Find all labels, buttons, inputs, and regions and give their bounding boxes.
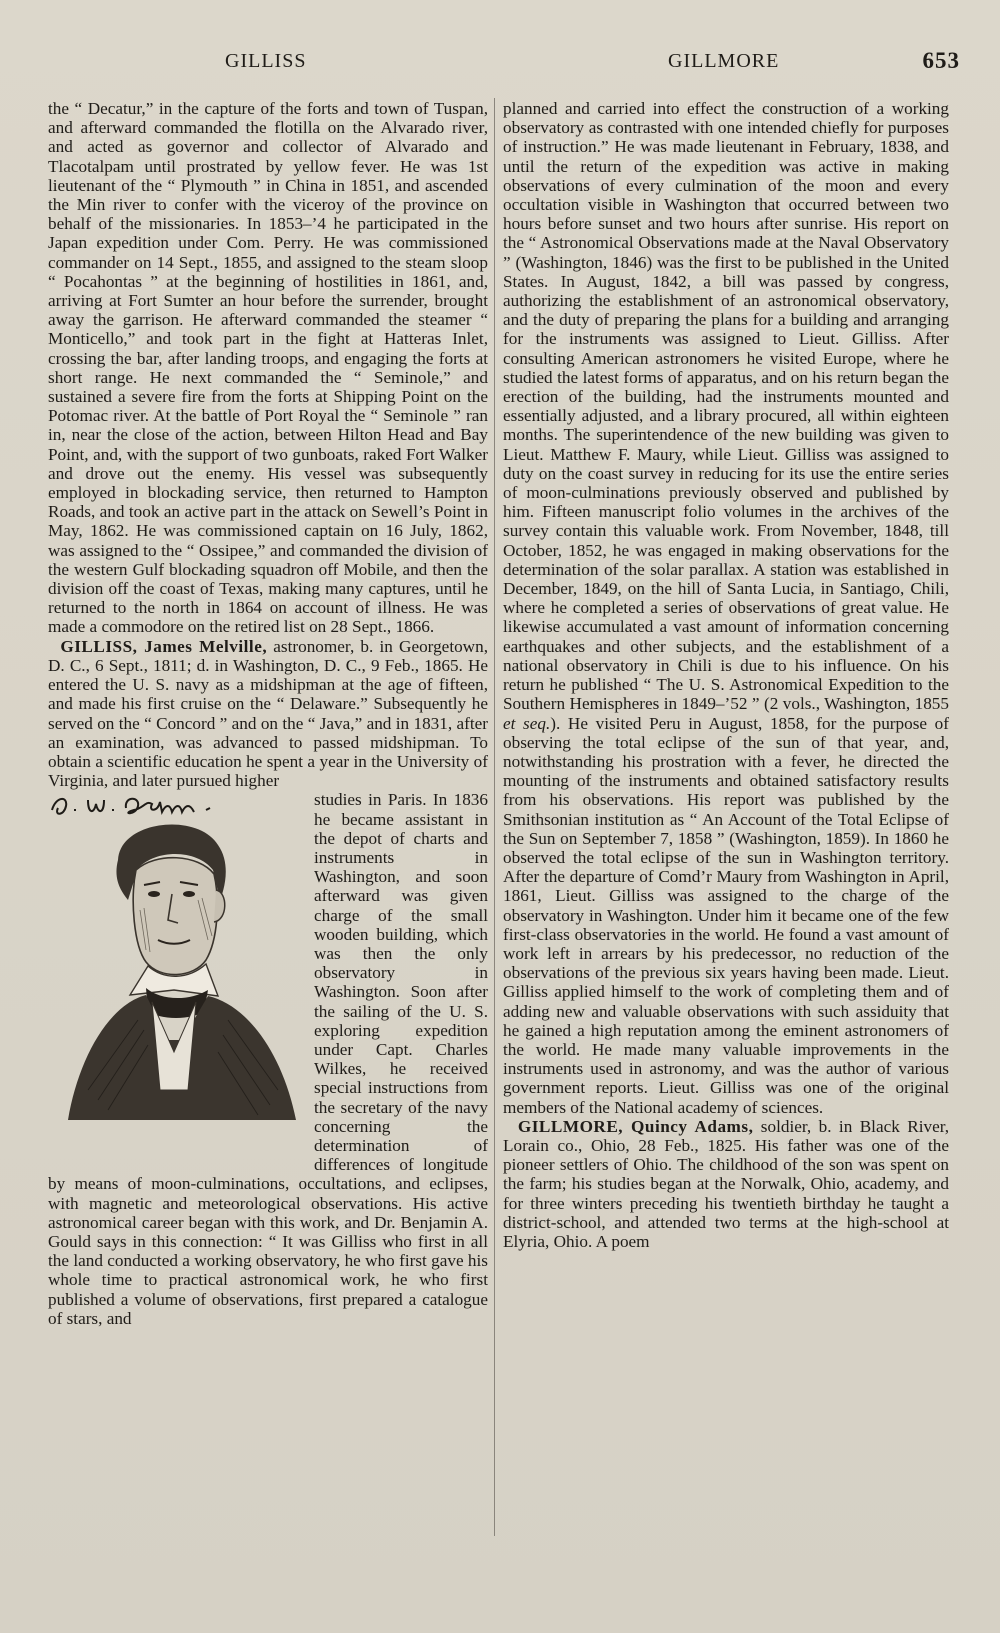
column-rule bbox=[494, 98, 495, 1536]
running-head-left: GILLISS bbox=[225, 50, 307, 72]
entry-gilliss-james bbox=[48, 637, 488, 791]
paragraph-gillis-continued: the “ Decatur,” in the capture of the forts and town of Tuspan, and afterward commanded the flotilla on the Alvarado river, and acted as governor and collector of Alvarado and Tlacotalpam until prostrated by yellow fever. He was 1st lieutenant of the “ Plymouth ” in China in 1851, and ascended the Min river to confer with the viceroy of the province on behalf of the missionaries. In 1853–’4 he participated in the Japan expedition under Com. Perry. He was commissioned commander on 14 Sept., 1855, and assigned to the steam sloop “ Pocahontas ” at the beginning of hostilities in 1861, and, arriving at Fort Sumter an hour before the surrender, brought away the garrison. He afterward commanded the steamer “ Monticello,” and took part in the fight at Hatteras Inlet, crossing the bar, after landing troops, and engaging the forts at short range. He next commanded the “ Seminole,” and sustained a severe fire from the forts at Shipping Point on the Potomac river. At the battle of Port Royal the “ Seminole ” ran in, near the close of the action, between Hilton Head and Bay Point, and, with the support of two gunboats, raked Fort Walker and drove out the enemy. His vessel was subsequently employed in blockading service, then returned to Hampton Roads, and took an active part in the attack on Sewell’s Point in May, 1862. He was commissioned captain on 16 July, 1862, was assigned to the “ Ossipee,” and commanded the division of the western Gulf blockading squadron off Mobile, and then the division off the coast of Texas, making many captures, until he returned to the north in 1864 on account of illness. He was made a commodore on the retired list on 28 Sept., 1866. bbox=[48, 99, 488, 637]
left-column bbox=[48, 99, 488, 1328]
entry-heading: GILLISS, James Melville, bbox=[60, 636, 268, 656]
portrait-illustration bbox=[48, 790, 306, 1170]
running-head-right: GILLMORE bbox=[668, 50, 780, 72]
paragraph-text-rest: ). He visited Peru in August, 1858, for the purpose of observing the total eclipse of the sun of that year, and, notwithstanding his prostration with a fever, he directed the mounting of the instruments and obtained satisfactory results from his observations. His report was published by the Smithsonian institution as “ An Account of the Total Eclipse of the Sun on September 7, 1858 ” (Washington, 1859). In 1860 he observed the total eclipse of the sun in Washington territory. After the departure of Comd’r Maury from Washington in April, 1861, Lieut. Gilliss was assigned to the charge of the observatory in Washington. Under him it became one of the few first-class observatories in the world. He found a vast amount of work left in arrears by his predecessor, no reduction of the observations of the previous six years having been made. Lieut. Gilliss applied himself to the work of completing them and of adding new and valuable observations with such assiduity that he gained a high reputation among the eminent astronomers of the world. He made many valuable improvements in the instruments used in astronomy, and was the author of various government reports. Lieut. Gilliss was one of the original members of the National academy of sciences. bbox=[503, 713, 949, 1117]
entry-gillmore-text: soldier, b. in Black River, Lorain co., Ohio, 28 Feb., 1825. His father was one of the pioneer settlers of Ohio. The childhood of the son was spent on the farm; his studies began at the Norwalk, Ohio, academy, and for three winters preceding his twentieth birthday he taught a district-school, and attended two terms at the high-school at Elyria, Ohio. A poem bbox=[503, 1116, 950, 1251]
page-number: 653 bbox=[922, 48, 960, 73]
paragraph-gilliss-continued-right bbox=[503, 99, 949, 1117]
portrait-engraving bbox=[48, 790, 306, 1130]
entry-heading-gillmore: GILLMORE, Quincy Adams, bbox=[517, 1116, 754, 1136]
italic-et-seq: et seq. bbox=[503, 713, 551, 733]
entry-intro: astronomer, b. in Georgetown, D. C., 6 Sept., 1811; d. in Washington, D. C., 9 Feb., 1865. He entered the U. S. navy as a midshipman at the age of fifteen, and made his first cruise on the “ Delaware.” Subsequently he served on the “ Concord ” and on the “ Java,” and in 1831, after an examination, was advanced to passed midshipman. To obtain a scientific education he spent a year in the University of Virginia, and later pursued higher bbox=[48, 636, 488, 791]
entry-gilliss-wrap: studies in Paris. In 1836 he became assistant in the depot of charts and instruments in Washington, and soon afterward was given charge of the small wooden building, which was then the only observatory in Washington. Soon after the sailing of the U. S. exploring expedition under Capt. Charles Wilkes, he received special instructions from the secretary of the navy concerning the determination of differences of longitude by means of moon-culminations, occultations, and eclipses, with magnetic and meteorological observations. His active astronomical career began with this work, and Dr. Benjamin A. Gould says in this connection: “ It was Gilliss who first in all the land conducted a working observatory, he who first gave his whole time to practical astronomical work, he who first published a volume of observations, first prepared a catalogue of stars, and bbox=[48, 790, 488, 1328]
right-column bbox=[503, 99, 949, 1251]
entry-gillmore-quincy bbox=[503, 1117, 949, 1251]
paragraph-text: planned and carried into effect the construction of a working observatory as contrasted with one intended chiefly for purposes of instruction.” He was made lieutenant in February, 1838, and until the return of the expedition was active in making observations of every culmination of the moon and every occultation visible in Washington that occurred between two hours before sunset and two hours after sunrise. His report on the “ Astronomical Observations made at the Naval Observatory ” (Washington, 1846) was the first to be published in the United States. In August, 1842, a bill was passed by congress, authorizing the establishment of an astronomical observatory, and the duty of preparing the plans for a building and arranging for the instruments was assigned to Lieut. Gilliss. After consulting American astronomers he visited Europe, where he studied the latest forms of apparatus, and on his return began the erection of the building, had the instruments mounted and essentially adjusted, and a library procured, all within eighteen months. The superintendence of the new building was given to Lieut. Matthew F. Maury, while Lieut. Gilliss was assigned to duty on the coast survey in reducing for its use the entire series of moon-culminations previously observed and published by him. Fifteen manuscript folio volumes in the archives of the survey contain this valuable work. From November, 1848, till October, 1852, he was engaged in making observations for the determination of the solar parallax. A station was established in December, 1849, on the hill of Santa Lucia, in Santiago, Chili, where he completed a series of observations of great value. He likewise accumulated a vast amount of information concerning earthquakes and other subjects, and the establishment of a national observatory in Chili is due to his influence. On his return he published “ The U. S. Astronomical Expedition to the Southern Hemispheres in 1849–’52 ” (2 vols., Washington, 1855 bbox=[503, 99, 949, 714]
running-head bbox=[50, 48, 960, 76]
signature-graphic bbox=[48, 790, 283, 820]
